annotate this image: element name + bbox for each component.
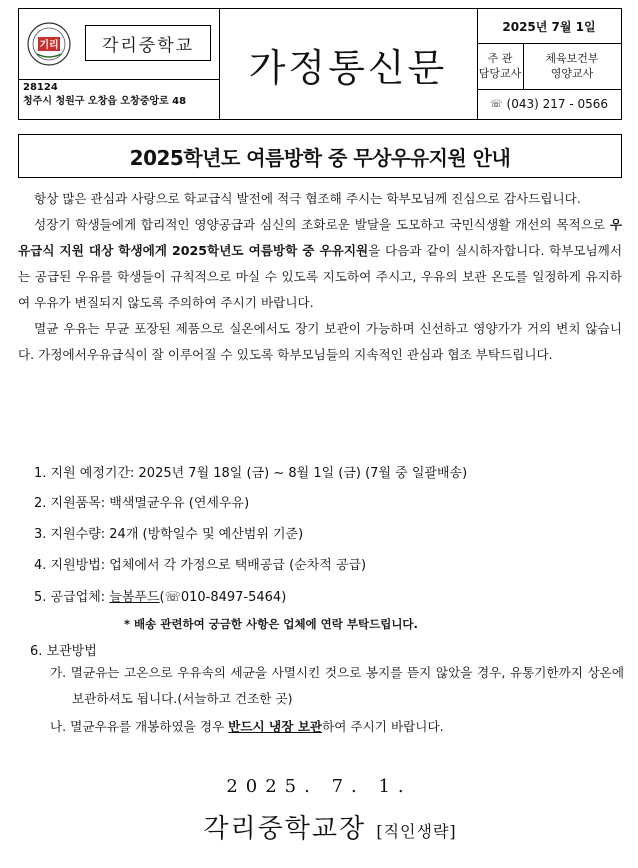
list-item-quantity: 3. 지원수량: 24개 (방학일수 및 예산범위 기준)	[34, 527, 304, 542]
seal-omitted: [직인생략]	[376, 822, 457, 841]
list-item-period: 1. 지원 예정기간: 2025년 7월 18일 (금) ~ 8월 1일 (금) (7월 중 일괄배송)	[34, 466, 468, 481]
title-cell	[219, 9, 478, 119]
purpose-highlight: 우유급식 지원 대상 학생에게 2025학년도 여름방학 중 우유지원	[18, 217, 622, 258]
phone-number: (043) 217 - 0566	[506, 97, 608, 111]
postal-code: 28124	[23, 82, 58, 93]
dept-value-1: 체육보건부	[545, 52, 599, 65]
school-name: 각리중학교	[85, 25, 211, 61]
department-label	[477, 43, 524, 89]
department-value	[523, 43, 621, 89]
document-title: 가정통신문	[248, 45, 448, 90]
school-info-cell	[19, 9, 220, 119]
department-row	[477, 43, 621, 90]
principal-title: 각리중학교장	[203, 814, 367, 844]
list-item-method: 4. 지원방법: 업체에서 각 가정으로 택배공급 (순차적 공급)	[34, 558, 367, 573]
dept-label-1: 주 관	[487, 52, 513, 65]
purpose-text-b: 을 다음과 같이 실시하자합니다. 학부모님께서는 공급된 우유를 학생들이 규칙적으로 마실 수 있도록 지도하여 주시고, 우유의 보관 온도를 일정하게 유지하여 우유가 변질되지 않도록 주의하여 주시기 바랍니다.	[18, 243, 622, 310]
storage-sub-b-text-2: 하여 주시기 바랍니다.	[322, 719, 444, 734]
storage-sub-b-emphasis: 반드시 냉장 보관	[228, 719, 323, 734]
signature-date: 2025. 7. 1.	[226, 776, 412, 797]
paragraph-milk-info: 멸균 우유는 무균 포장된 제품으로 실온에서도 장기 보관이 가능하며 신선하고 영양가가 거의 변치 않습니다. 가정에서우유급식이 잘 이루어질 수 있도록 학부모님들의 지속적인 관심과 협조 부탁드립니다.	[18, 321, 622, 362]
paragraph-purpose	[18, 212, 622, 316]
list-item-product: 2. 지원품목: 백색멸균우유 (연세우유)	[34, 496, 250, 511]
phone-cell	[477, 89, 621, 119]
school-address: 청주시 청원구 오창읍 오창중앙로 48	[23, 96, 187, 107]
vendor-name: 늘봄푸드	[109, 590, 160, 605]
vendor-phone: (☏010-8497-5464)	[159, 590, 287, 605]
list-item-vendor	[34, 586, 286, 605]
logo-row	[19, 9, 219, 80]
header-table	[18, 8, 622, 120]
issue-date: 2025년 7월 1일	[477, 9, 621, 44]
dept-label-2: 담당교사	[478, 67, 522, 80]
storage-sub-a-text: 가. 멸균유는 고온으로 우유속의 세균을 사멸시킨 것으로 봉지를 뜯지 않았을 경우, 유통기한까지 상온에 보관하셔도 됩니다.(서늘하고 건조한 곳)	[50, 665, 624, 706]
list-item-storage: 6. 보관방법	[30, 644, 97, 659]
storage-sub-b	[50, 714, 624, 740]
vendor-label: 5. 공급업체:	[34, 590, 110, 605]
signature-block	[180, 808, 480, 845]
storage-sub-a	[50, 660, 624, 712]
logo-text: 기리	[39, 40, 59, 51]
dept-value-2: 영양교사	[550, 67, 594, 80]
meta-cell	[477, 9, 621, 119]
notice-body	[18, 186, 622, 368]
telephone-icon: ☏	[490, 98, 503, 110]
address-block	[23, 81, 215, 109]
notice-title: 2025학년도 여름방학 중 무상우유지원 안내	[18, 134, 622, 178]
purpose-text-a: 성장기 학생들에게 합리적인 영양공급과 심신의 조화로운 발달을 도모하고 국민식생활 개선의 목적으로	[34, 217, 610, 232]
delivery-note: * 배송 관련하여 궁금한 사항은 업체에 연락 부탁드립니다.	[124, 617, 418, 631]
school-logo-icon	[27, 22, 71, 66]
paragraph-greeting: 항상 많은 관심과 사랑으로 학교급식 발전에 적극 협조해 주시는 학부모님께 진심으로 감사드립니다.	[34, 191, 581, 206]
storage-sub-b-text-1: 나. 멸균우유를 개봉하였을 경우	[50, 719, 229, 734]
